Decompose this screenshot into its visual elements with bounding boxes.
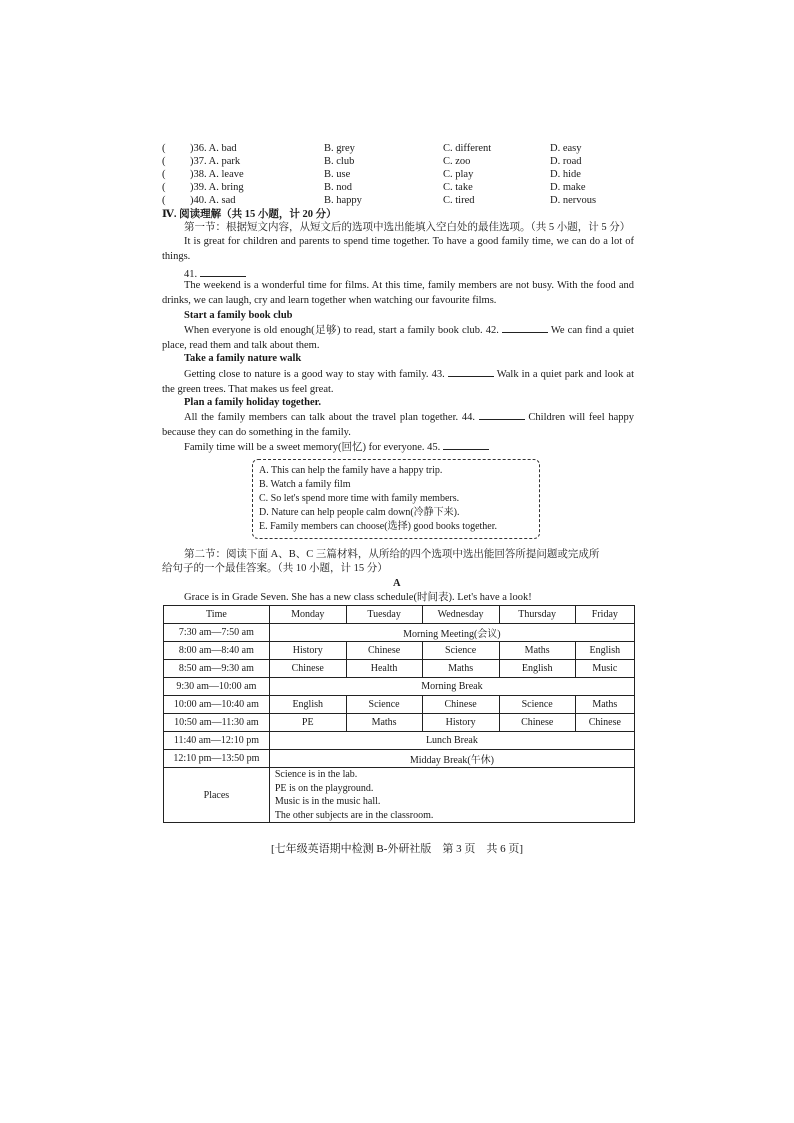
ending-line — [184, 439, 489, 454]
time-cell: 10:00 am—10:40 am — [164, 696, 270, 714]
header-cell: Time — [164, 606, 270, 624]
table-row — [164, 624, 635, 642]
header-cell: Wednesday — [422, 606, 499, 624]
answer-blank-44[interactable] — [479, 409, 525, 420]
option-b: B. grey — [324, 143, 355, 154]
paren: ( — [162, 182, 166, 193]
subject-cell: History — [422, 714, 499, 732]
paren: ( — [162, 195, 166, 206]
table-header-row — [164, 606, 635, 624]
part2-instruction-1: 第二节：阅读下面 A、B、C 三篇材料，从所给的四个选项中选出能回答所提问题或完成所 — [184, 549, 600, 560]
time-cell: 10:50 am—11:30 am — [164, 714, 270, 732]
options-box — [252, 459, 540, 539]
subject-cell: Maths — [422, 660, 499, 678]
time-cell: 8:50 am—9:30 am — [164, 660, 270, 678]
subject-cell: Health — [346, 660, 422, 678]
nature-text-a: Getting close to nature is a good way to stay with family. 43. — [184, 369, 445, 380]
holiday-text-b: Children will feel happy because they can do something in the family. — [162, 412, 635, 438]
heading-nature-walk: Take a family nature walk — [184, 353, 302, 364]
place-item: Science is in the lab. — [274, 769, 358, 780]
places-list — [269, 768, 634, 823]
option-a: )38. A. leave — [190, 169, 244, 180]
subject-cell: English — [499, 660, 575, 678]
subject-cell: Science — [422, 642, 499, 660]
subject-cell: PE — [269, 714, 346, 732]
nature-paragraph — [162, 366, 634, 397]
subject-cell: Chinese — [422, 696, 499, 714]
option-b: B. happy — [324, 195, 362, 206]
heading-book-club: Start a family book club — [184, 310, 293, 321]
table-row — [164, 642, 635, 660]
option-item: B. Watch a family film — [259, 479, 351, 490]
film-paragraph: The weekend is a wonderful time for films. At this time, family members are not busy. With the food and drinks, we can laugh, cry and learn together when watching our favourite films. — [162, 280, 634, 306]
option-d: D. make — [550, 182, 586, 193]
time-cell: 7:30 am—7:50 am — [164, 624, 270, 642]
option-a: )37. A. park — [190, 156, 241, 167]
subject-cell: Music — [575, 660, 634, 678]
book-paragraph — [162, 322, 634, 353]
passage-label: A — [393, 578, 401, 589]
class-schedule-table — [163, 605, 635, 823]
holiday-text-a: All the family members can talk about the travel plan together. 44. — [184, 412, 475, 423]
passage-intro: Grace is in Grade Seven. She has a new class schedule(时间表). Let's have a look! — [184, 592, 532, 603]
subject-cell: Maths — [575, 696, 634, 714]
header-cell: Thursday — [499, 606, 575, 624]
part1-instruction: 第一节：根据短文内容，从短文后的选项中选出能填入空白处的最佳选项。（共 5 小题，计 5 分） — [184, 222, 631, 233]
table-row — [164, 660, 635, 678]
ending-text: Family time will be a sweet memory(回忆) for everyone. 45. — [184, 442, 441, 453]
option-a: )40. A. sad — [190, 195, 236, 206]
nature-text-b: Walk in a quiet park and look at the green trees. That makes us feel great. — [162, 369, 634, 395]
option-c: C. take — [443, 182, 473, 193]
option-c: C. play — [443, 169, 474, 180]
option-b: B. club — [324, 156, 355, 167]
place-item: Music is in the music hall. — [274, 796, 381, 807]
question-number: 41. — [184, 269, 198, 280]
option-d: D. hide — [550, 169, 581, 180]
option-item: E. Family members can choose(选择) good books together. — [259, 521, 498, 532]
table-row — [164, 678, 635, 696]
subject-cell: Chinese — [269, 660, 346, 678]
subject-cell: History — [269, 642, 346, 660]
option-d: D. nervous — [550, 195, 597, 206]
answer-blank[interactable] — [200, 266, 246, 277]
option-a: )39. A. bring — [190, 182, 244, 193]
paren: ( — [162, 143, 166, 154]
subject-cell: Chinese — [499, 714, 575, 732]
book-text-a: When everyone is old enough(足够) to read, start a family book club. 42. — [184, 325, 499, 336]
subject-cell: Chinese — [575, 714, 634, 732]
book-text-b: We can find a quiet place, read them and talk about them. — [162, 325, 635, 351]
subject-cell: Science — [499, 696, 575, 714]
intro-paragraph: It is great for children and parents to spend time together. To have a good family time, we can do a lot of things. — [162, 236, 634, 262]
option-b: B. use — [324, 169, 351, 180]
answer-blank-42[interactable] — [502, 322, 548, 333]
subject-cell: Science — [346, 696, 422, 714]
time-cell: 11:40 am—12:10 pm — [164, 732, 270, 750]
place-item: PE is on the playground. — [274, 782, 374, 794]
table-row — [164, 696, 635, 714]
answer-blank-43[interactable] — [448, 366, 494, 377]
option-c: C. different — [443, 143, 492, 154]
paren: ( — [162, 156, 166, 167]
option-item: C. So let's spend more time with family members. — [259, 493, 460, 504]
span-cell: Morning Break — [269, 678, 634, 696]
time-cell: 9:30 am—10:00 am — [164, 678, 270, 696]
table-row — [164, 750, 635, 768]
option-item: A. This can help the family have a happy trip. — [259, 465, 443, 476]
option-item: D. Nature can help people calm down(冷静下来). — [259, 507, 460, 518]
time-cell: 12:10 pm—13:50 pm — [164, 750, 270, 768]
subject-cell: English — [575, 642, 634, 660]
holiday-paragraph — [162, 409, 634, 440]
table-row — [164, 732, 635, 750]
subject-cell: Chinese — [346, 642, 422, 660]
header-cell: Monday — [269, 606, 346, 624]
time-cell: 8:00 am—8:40 am — [164, 642, 270, 660]
option-d: D. easy — [550, 143, 582, 154]
part2-instruction-2: 给句子的一个最佳答案。（共 10 小题，计 15 分） — [162, 563, 388, 574]
header-cell: Friday — [575, 606, 634, 624]
span-cell: Midday Break(午休) — [269, 750, 634, 768]
paren: ( — [162, 169, 166, 180]
option-b: B. nod — [324, 182, 353, 193]
option-a: )36. A. bad — [190, 143, 237, 154]
table-row — [164, 714, 635, 732]
option-c: C. tired — [443, 195, 475, 206]
span-cell: Lunch Break — [269, 732, 634, 750]
option-c: C. zoo — [443, 156, 471, 167]
place-item: The other subjects are in the classroom. — [274, 809, 434, 821]
option-d: D. road — [550, 156, 582, 167]
subject-cell: Maths — [499, 642, 575, 660]
subject-cell: Maths — [346, 714, 422, 732]
span-cell: Morning Meeting(会议) — [269, 624, 634, 642]
places-row — [164, 768, 635, 823]
header-cell: Tuesday — [346, 606, 422, 624]
heading-holiday: Plan a family holiday together. — [184, 397, 321, 408]
answer-blank-45[interactable] — [443, 439, 489, 450]
places-label: Places — [164, 768, 270, 823]
page-footer: [七年级英语期中检测 B-外研社版 第 3 页 共 6 页] — [270, 843, 524, 855]
section-title: Ⅳ. 阅读理解（共 15 小题，计 20 分） — [162, 209, 337, 220]
subject-cell: English — [269, 696, 346, 714]
